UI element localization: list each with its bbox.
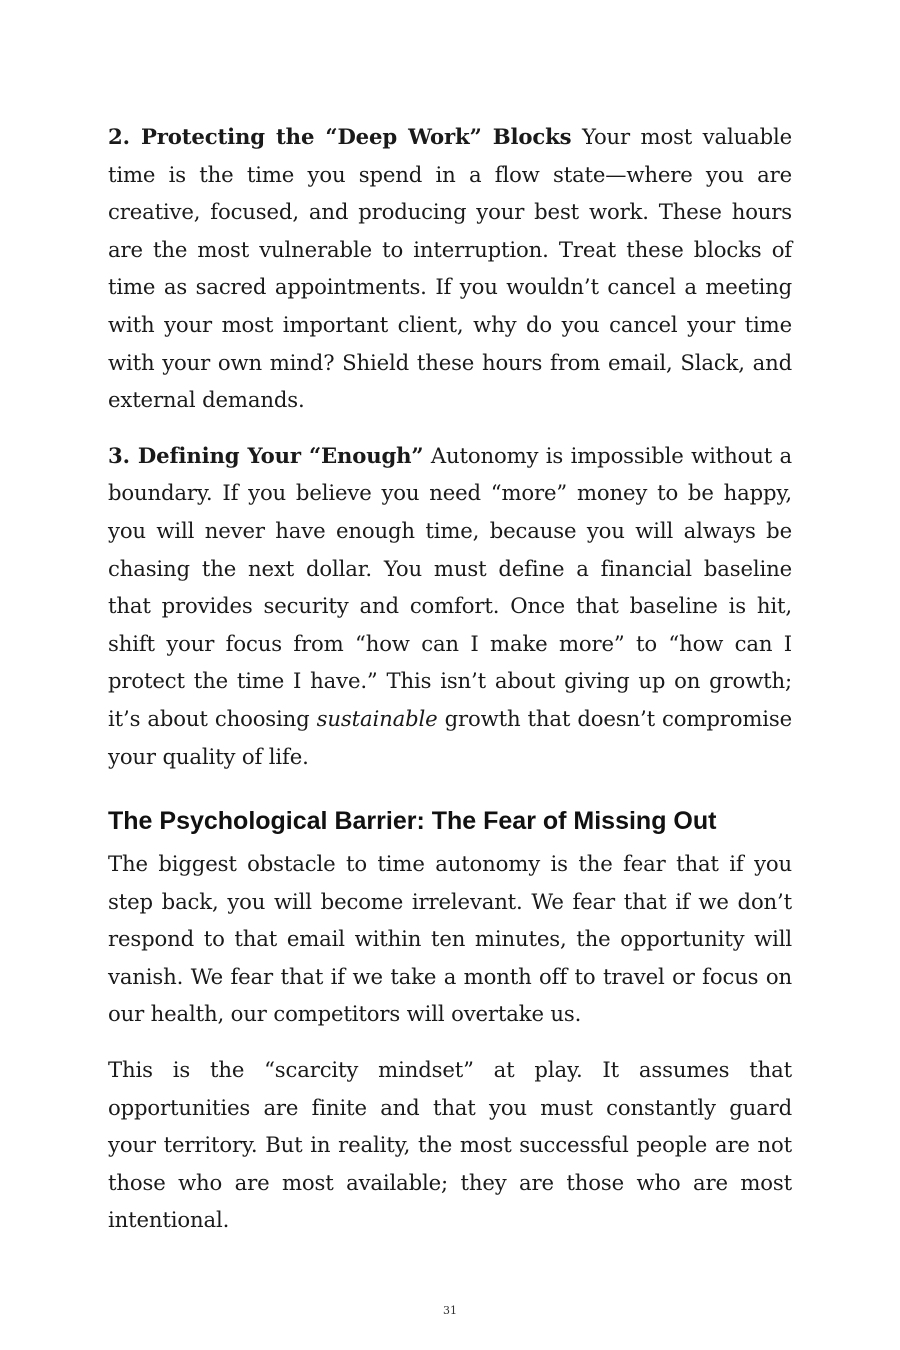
item-2-body: Your most valuable time is the time you spend in a flow state—where you are creative, focused, and producing your best work. These hours are the most vulnerable to interruption. Treat these blocks of time as sacred appointments. If you wouldn’t cancel a meeting with your most important client, why do you cancel your time with your own mind? Shield these hours from email, Slack, and external demands.	[108, 124, 792, 413]
item-2-paragraph	[108, 118, 792, 419]
page-content	[108, 118, 792, 1257]
page-number: 31	[443, 1304, 457, 1317]
item-3-body-end: growth that doesn’t compromise your quality of life.	[108, 705, 792, 769]
item-3-emphasis: sustainable	[316, 705, 438, 731]
fomo-paragraph-1: The biggest obstacle to time autonomy is the fear that if you step back, you will become irrelevant. We fear that if we don’t respond to that email within ten minutes, the opportunity will vanish. We fear that if we take a month off to travel or focus on our health, our competitors will overtake us.	[108, 851, 792, 1027]
item-3-body-start: Autonomy is impossible without a boundary. If you believe you need “more” money to be happy, you will never have enough time, because you will always be chasing the next dollar. You must define a financial baseline that provides security and comfort. Once that baseline is hit, shift your focus from “how can I make more” to “how can I protect the time I have.” This isn’t about giving up on growth; it’s about choosing	[108, 442, 792, 731]
fomo-paragraph-2: This is the “scarcity mindset” at play. It assumes that opportunities are finite and that you must constantly guard your territory. But in reality, the most successful people are not those who are most available; they are those who are most intentional.	[108, 1057, 792, 1233]
item-3-paragraph	[108, 437, 792, 775]
section-heading: The Psychological Barrier: The Fear of Missing Out	[108, 807, 717, 836]
item-2-heading: 2. Protecting the “Deep Work” Blocks	[108, 124, 572, 149]
item-3-heading: 3. Defining Your “Enough”	[108, 442, 424, 468]
